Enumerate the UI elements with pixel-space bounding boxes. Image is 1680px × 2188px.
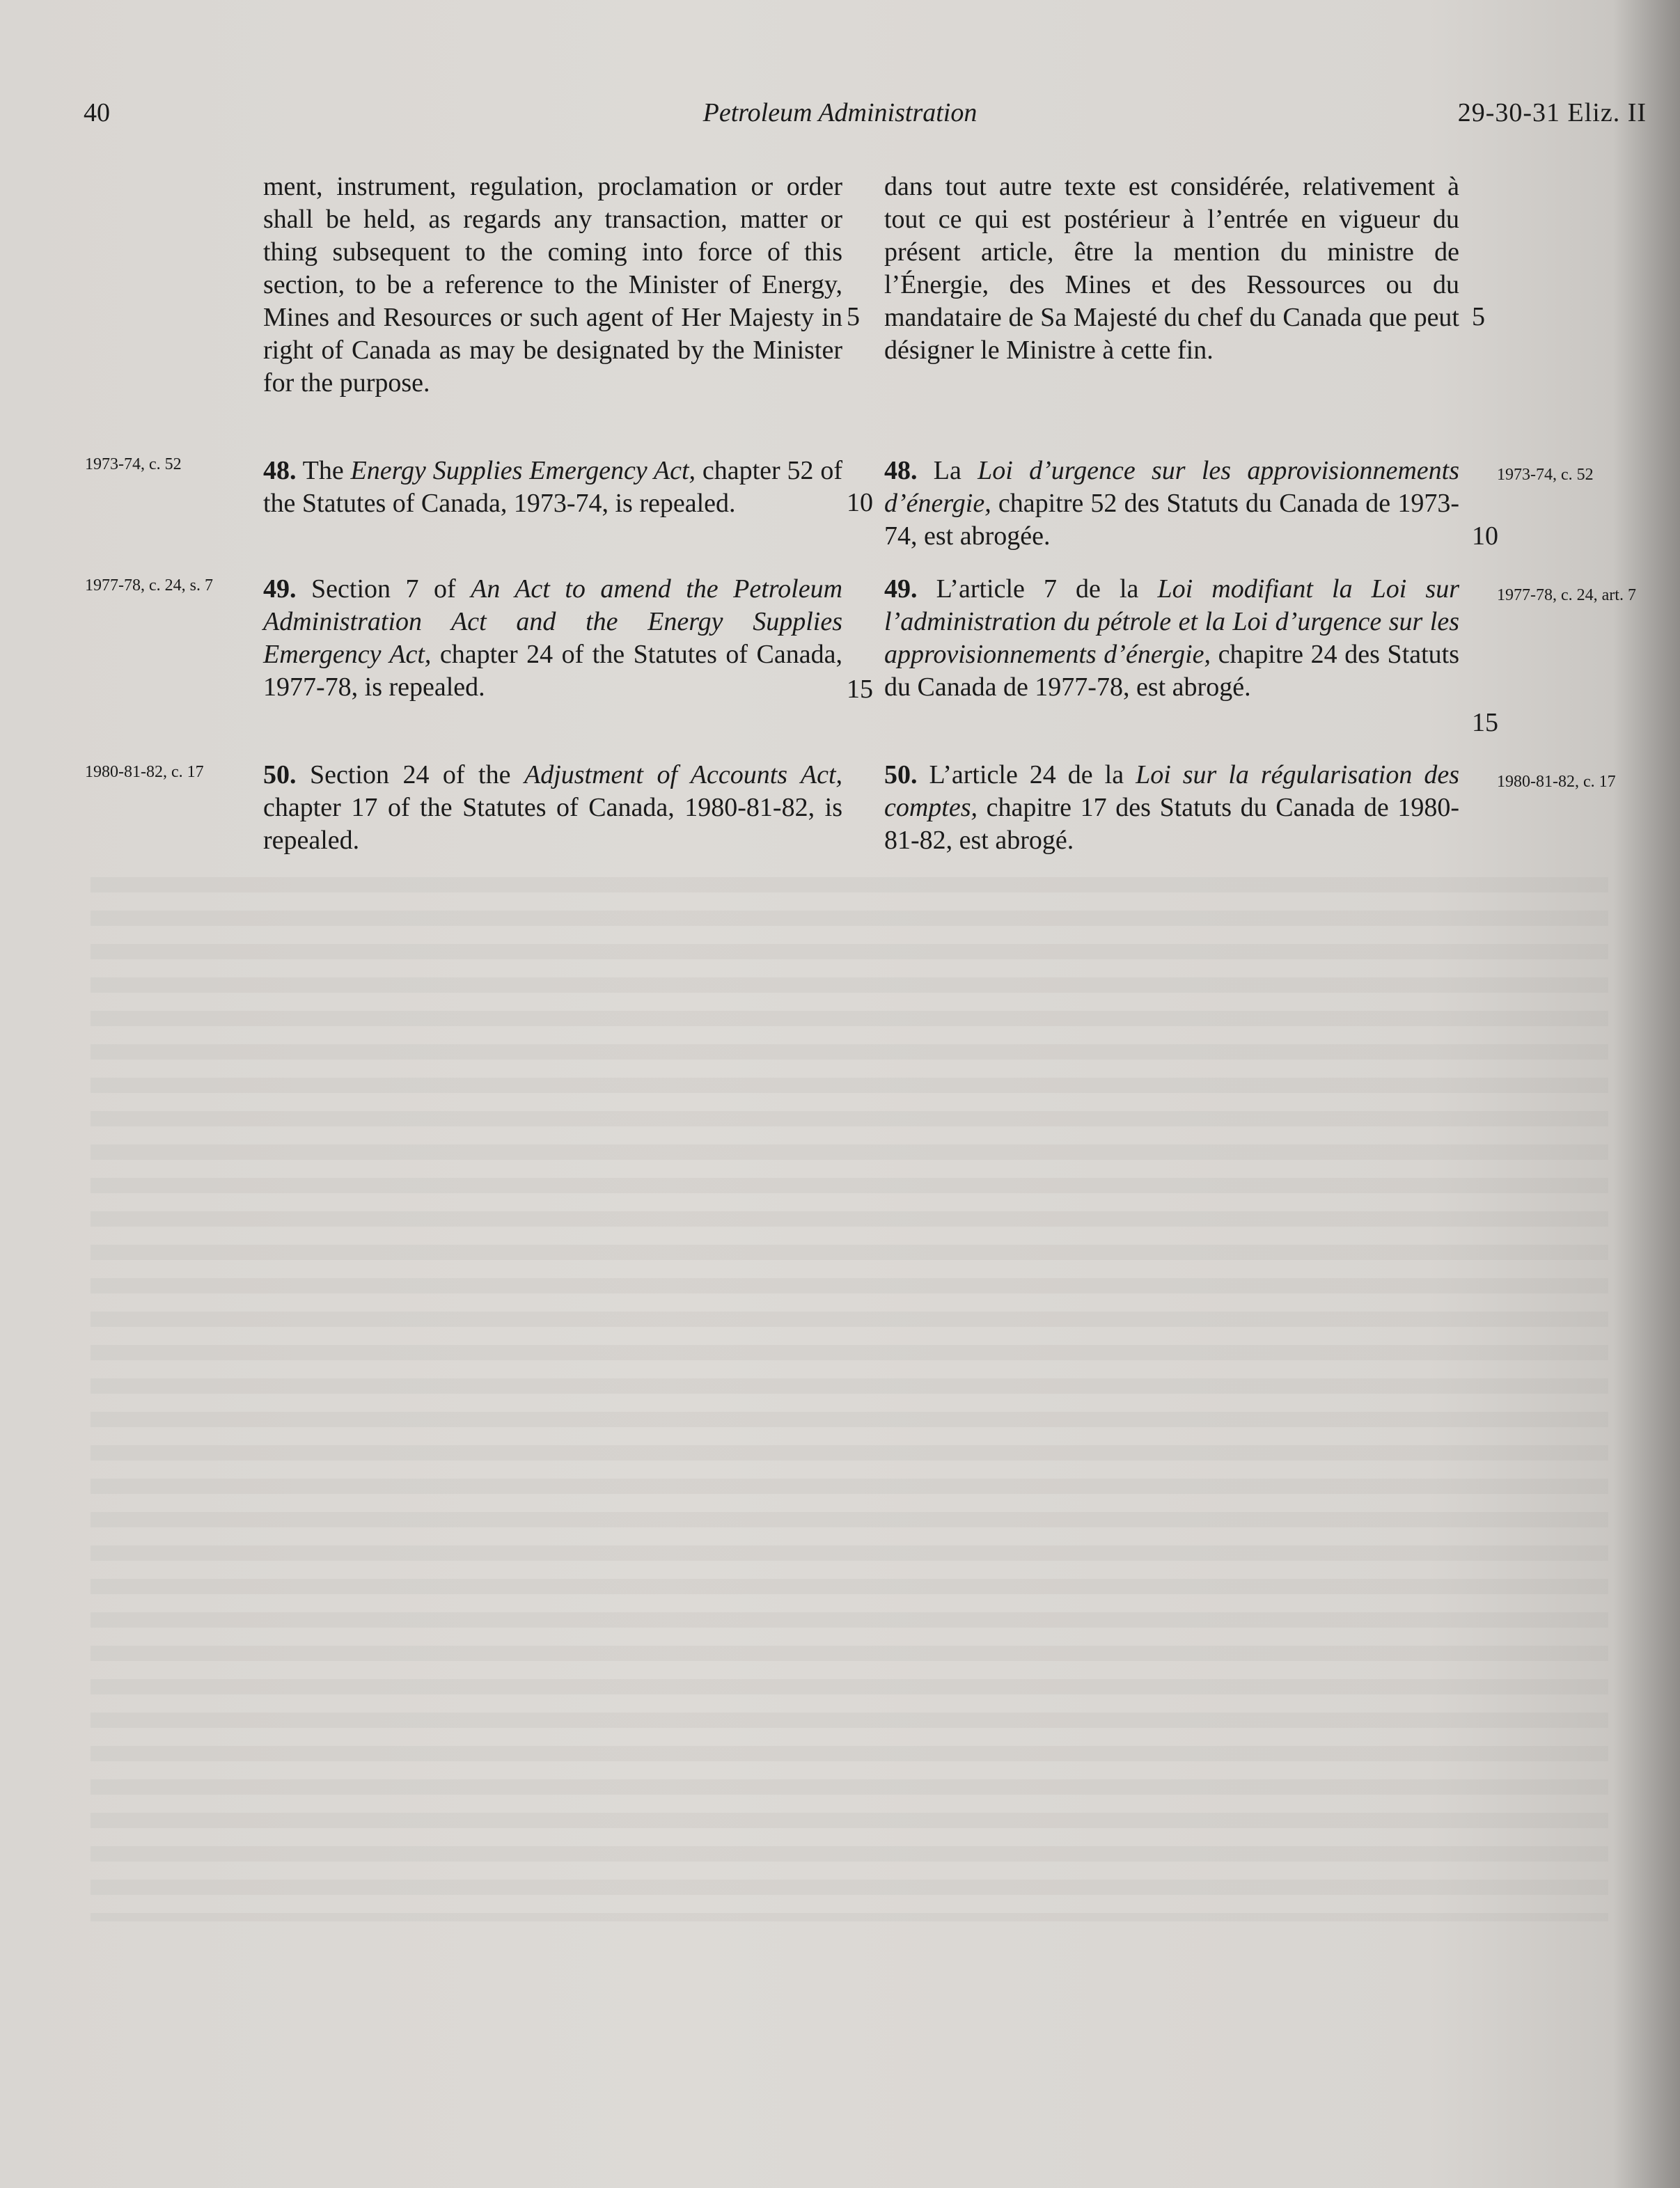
act-title: Loi sur la régularisation des comptes, <box>884 760 1459 822</box>
english-section-48 <box>263 455 842 520</box>
french-section-50 <box>884 759 1459 857</box>
section-number: 49. <box>263 574 297 604</box>
act-title: An Act to amend the Petroleum Administration Act and the Energy Supplies Emergency Act, <box>263 574 843 669</box>
section-text: chapter 52 of the Statutes of Canada, 1973-74, is repealed. <box>263 456 842 518</box>
french-continuation-text: dans tout autre texte est considérée, relativement à tout ce qui est postérieur à l’entrée en vigueur du présent article, être la mention du ministre de l’Énergie, des Mines et des Ressources ou du mandataire de Sa Majesté du chef du Canada que peut désigner le Ministre à cette fin. <box>884 172 1459 365</box>
french-section-49 <box>884 573 1459 704</box>
margin-note: 1977-78, c. 24, s. 7 <box>85 576 213 595</box>
margin-note: 1977-78, c. 24, art. 7 <box>1497 586 1636 604</box>
margin-note: 1973-74, c. 52 <box>1497 466 1594 484</box>
section-text: chapitre 52 des Statuts du Canada de 1973-74, est abrogée. <box>884 489 1459 551</box>
english-continuation <box>263 171 842 400</box>
page-number: 40 <box>84 98 110 127</box>
section-text: Section 24 of the <box>309 760 511 789</box>
section-number: 50. <box>884 760 918 789</box>
line-number: 10 <box>847 488 873 517</box>
bleed-through-text <box>91 877 1608 1921</box>
section-text: chapter 24 of the Statutes of Canada, 1977-78, is repealed. <box>263 640 842 702</box>
section-number: 48. <box>884 456 918 485</box>
section-number: 48. <box>263 456 297 485</box>
margin-note: 1980-81-82, c. 17 <box>85 763 204 781</box>
section-text: Section 7 of <box>311 574 456 604</box>
section-text: chapitre 24 des Statuts du Canada de 1977-78, est abrogé. <box>884 640 1460 702</box>
section-text: La <box>933 456 961 485</box>
margin-note: 1973-74, c. 52 <box>85 455 182 473</box>
section-text: The <box>302 456 344 485</box>
act-title: Loi modifiant la Loi sur l’administration du pétrole et la Loi d’urgence sur les approvisionnements d’énergie, <box>884 574 1459 669</box>
section-text: L’article 7 de la <box>936 574 1139 604</box>
margin-note: 1980-81-82, c. 17 <box>1497 773 1616 791</box>
act-title: Energy Supplies Emergency Act, <box>350 456 696 485</box>
english-section-50 <box>263 759 842 857</box>
french-continuation <box>884 171 1459 367</box>
line-number: 15 <box>1472 708 1498 737</box>
english-section-49 <box>263 573 842 704</box>
line-number: 5 <box>847 302 860 331</box>
section-text: chapter 17 of the Statutes of Canada, 1980-81-82, is repealed. <box>263 793 842 855</box>
section-number: 49. <box>884 574 918 604</box>
english-continuation-text: ment, instrument, regulation, proclamation or order shall be held, as regards any transaction, matter or thing subsequent to the coming into force of this section, to be a reference to the Minister of Energy, Mines and Resources or such agent of Her Majesty in right of Canada as may be designated by the Minister for the purpose. <box>263 172 842 398</box>
regnal-year: 29-30-31 Eliz. II <box>1457 98 1647 127</box>
act-title: Loi d’urgence sur les approvisionnements d’énergie, <box>884 456 1460 518</box>
section-number: 50. <box>263 760 297 789</box>
section-text: L’article 24 de la <box>929 760 1124 789</box>
section-text: chapitre 17 des Statuts du Canada de 1980-81-82, est abrogé. <box>884 793 1460 855</box>
line-number: 15 <box>847 675 873 704</box>
line-number: 5 <box>1472 302 1485 331</box>
french-section-48 <box>884 455 1459 553</box>
act-title: Adjustment of Accounts Act, <box>524 760 843 789</box>
running-title: Petroleum Administration <box>702 98 978 127</box>
line-number: 10 <box>1472 521 1498 551</box>
